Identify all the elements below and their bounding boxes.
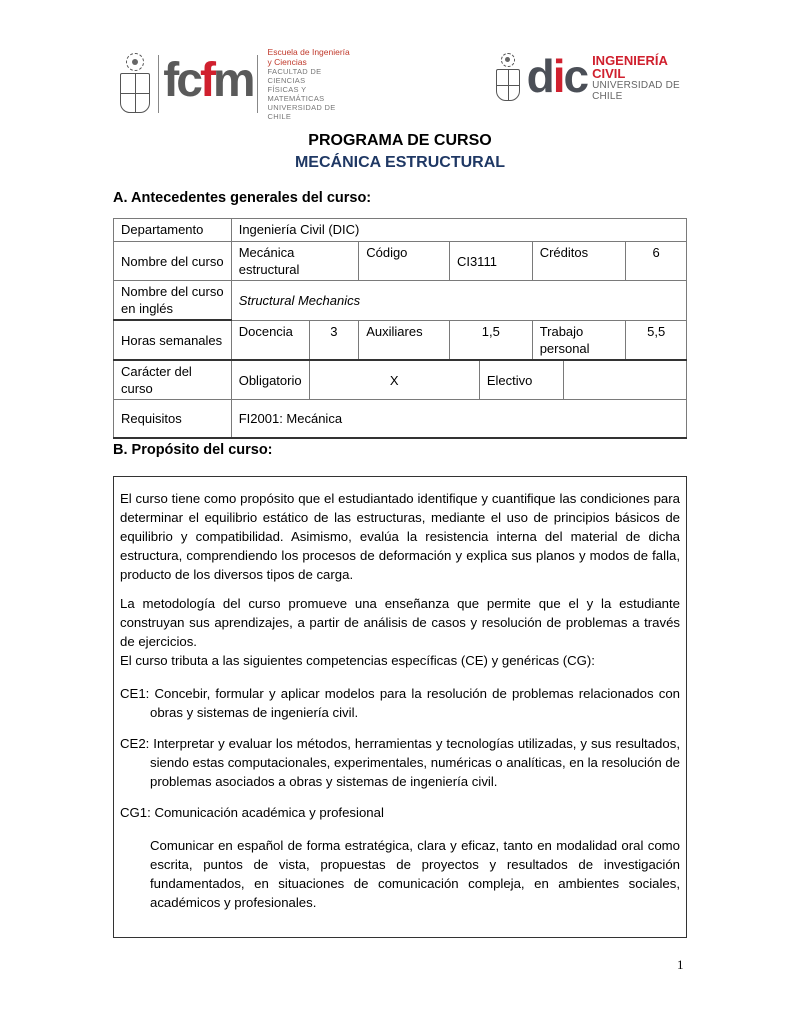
label-codigo: Código (359, 242, 450, 281)
logo-line: y Ciencias (267, 57, 307, 67)
table-row (114, 242, 687, 281)
value-requisitos: FI2001: Mecánica (231, 400, 686, 438)
methodology-paragraph: La metodología del curso promueve una enseñanza que permite que el y la estudiante construyan sus aprendizajes, a partir de análisis de casos y resolución de problemas a través de ejercicios. (120, 596, 680, 649)
value-obligatorio: X (309, 360, 479, 400)
label-trabajo-personal: Trabajo personal (532, 320, 626, 360)
value-trabajo-personal: 5,5 (626, 320, 687, 360)
purpose-paragraph: El curso tiene como propósito que el estudiantado identifique y cuantifique las condiciones para determinar el equilibrio estático de las estructuras, mediante el uso de principios básicos de equilibrio y compatibilidad. Asimismo, evalúa la resistencia interna del material de dicha estructura, comprendiendo los procesos de deformación y explica sus planos y modos de falla, producto de los diversos tipos de carga. (120, 491, 680, 582)
logo-line: UNIVERSIDAD DE CHILE (267, 103, 336, 121)
competency-ce2 (120, 734, 680, 791)
competency-ce1 (120, 684, 680, 722)
logo-line: FÍSICAS Y MATEMÁTICAS (267, 85, 325, 103)
purpose-box (113, 476, 687, 938)
label-auxiliares: Auxiliares (359, 320, 450, 360)
logo-line: UNIVERSIDAD DE CHILE (592, 80, 680, 102)
value-nombre-ingles: Structural Mechanics (231, 281, 686, 321)
competency-cg1 (120, 803, 680, 822)
label-departamento: Departamento (114, 219, 232, 242)
course-info-table (113, 218, 687, 439)
value-creditos: 6 (626, 242, 687, 281)
competency-code: CE2: (120, 736, 150, 751)
value-electivo (563, 360, 686, 400)
table-row (114, 400, 687, 438)
table-row (114, 320, 687, 360)
university-crest-icon (496, 53, 517, 103)
value-docencia: 3 (309, 320, 359, 360)
fcfm-logo (120, 48, 360, 120)
logo-line: Escuela de Ingeniería (267, 47, 350, 57)
label-docencia: Docencia (231, 320, 309, 360)
label-obligatorio: Obligatorio (231, 360, 309, 400)
competency-text: Comunicación académica y profesional (154, 805, 384, 820)
value-departamento: Ingeniería Civil (DIC) (231, 219, 686, 242)
label-requisitos: Requisitos (114, 400, 232, 438)
dic-wordmark: dic (526, 50, 588, 102)
document-subtitle: MECÁNICA ESTRUCTURAL (294, 154, 506, 171)
table-row (114, 360, 687, 400)
competencies-intro: El curso tributa a las siguientes competencias específicas (CE) y genéricas (CG): (120, 653, 595, 668)
label-nombre-ingles: Nombre del curso en inglés (114, 281, 232, 321)
logo-line: FACULTAD DE CIENCIAS (267, 67, 322, 85)
table-row (114, 219, 687, 242)
competency-code: CE1: (120, 686, 150, 701)
section-a-heading: A. Antecedentes generales del curso: (113, 190, 372, 206)
value-auxiliares: 1,5 (449, 320, 532, 360)
university-crest-icon (120, 53, 148, 115)
competency-text: Concebir, formular y aplicar modelos para la resolución de problemas relacionados con obras y sistemas de ingeniería civil. (150, 686, 680, 720)
section-b-heading: B. Propósito del curso: (113, 442, 273, 458)
value-codigo: CI3111 (449, 242, 532, 281)
label-caracter: Carácter del curso (114, 360, 232, 400)
cg1-description: Comunicar en español de forma estratégica, clara y eficaz, tanto en modalidad oral como escrita, puntos de vista, propuestas de proyectos y resultados de investigación fundamentados, en situaciones de comunicación compleja, en ambientes sociales, académicos y profesionales. (150, 838, 680, 910)
document-title: PROGRAMA DE CURSO (308, 132, 492, 149)
table-row (114, 281, 687, 321)
fcfm-wordmark: fcfm (163, 54, 253, 107)
competency-text: Interpretar y evaluar los métodos, herramientas y tecnologías utilizadas, y sus resultados, siendo estas computacionales, experimentales, numéricas o analíticas, en la resolución de problemas asociados a obras y sistemas de ingeniería civil. (150, 736, 680, 789)
value-nombre-curso: Mecánica estructural (231, 242, 359, 281)
label-creditos: Créditos (532, 242, 626, 281)
competency-code: CG1: (120, 805, 151, 820)
logo-divider (158, 55, 159, 113)
logo-line: INGENIERÍA CIVIL (592, 53, 668, 81)
logo-divider (257, 55, 258, 113)
label-electivo: Electivo (479, 360, 563, 400)
fcfm-logo-text (268, 47, 360, 121)
dic-logo-text (592, 54, 696, 102)
dic-logo (496, 52, 696, 104)
label-horas-semanales: Horas semanales (114, 320, 232, 360)
page-number: 1 (677, 957, 684, 972)
label-nombre-curso: Nombre del curso (114, 242, 232, 281)
